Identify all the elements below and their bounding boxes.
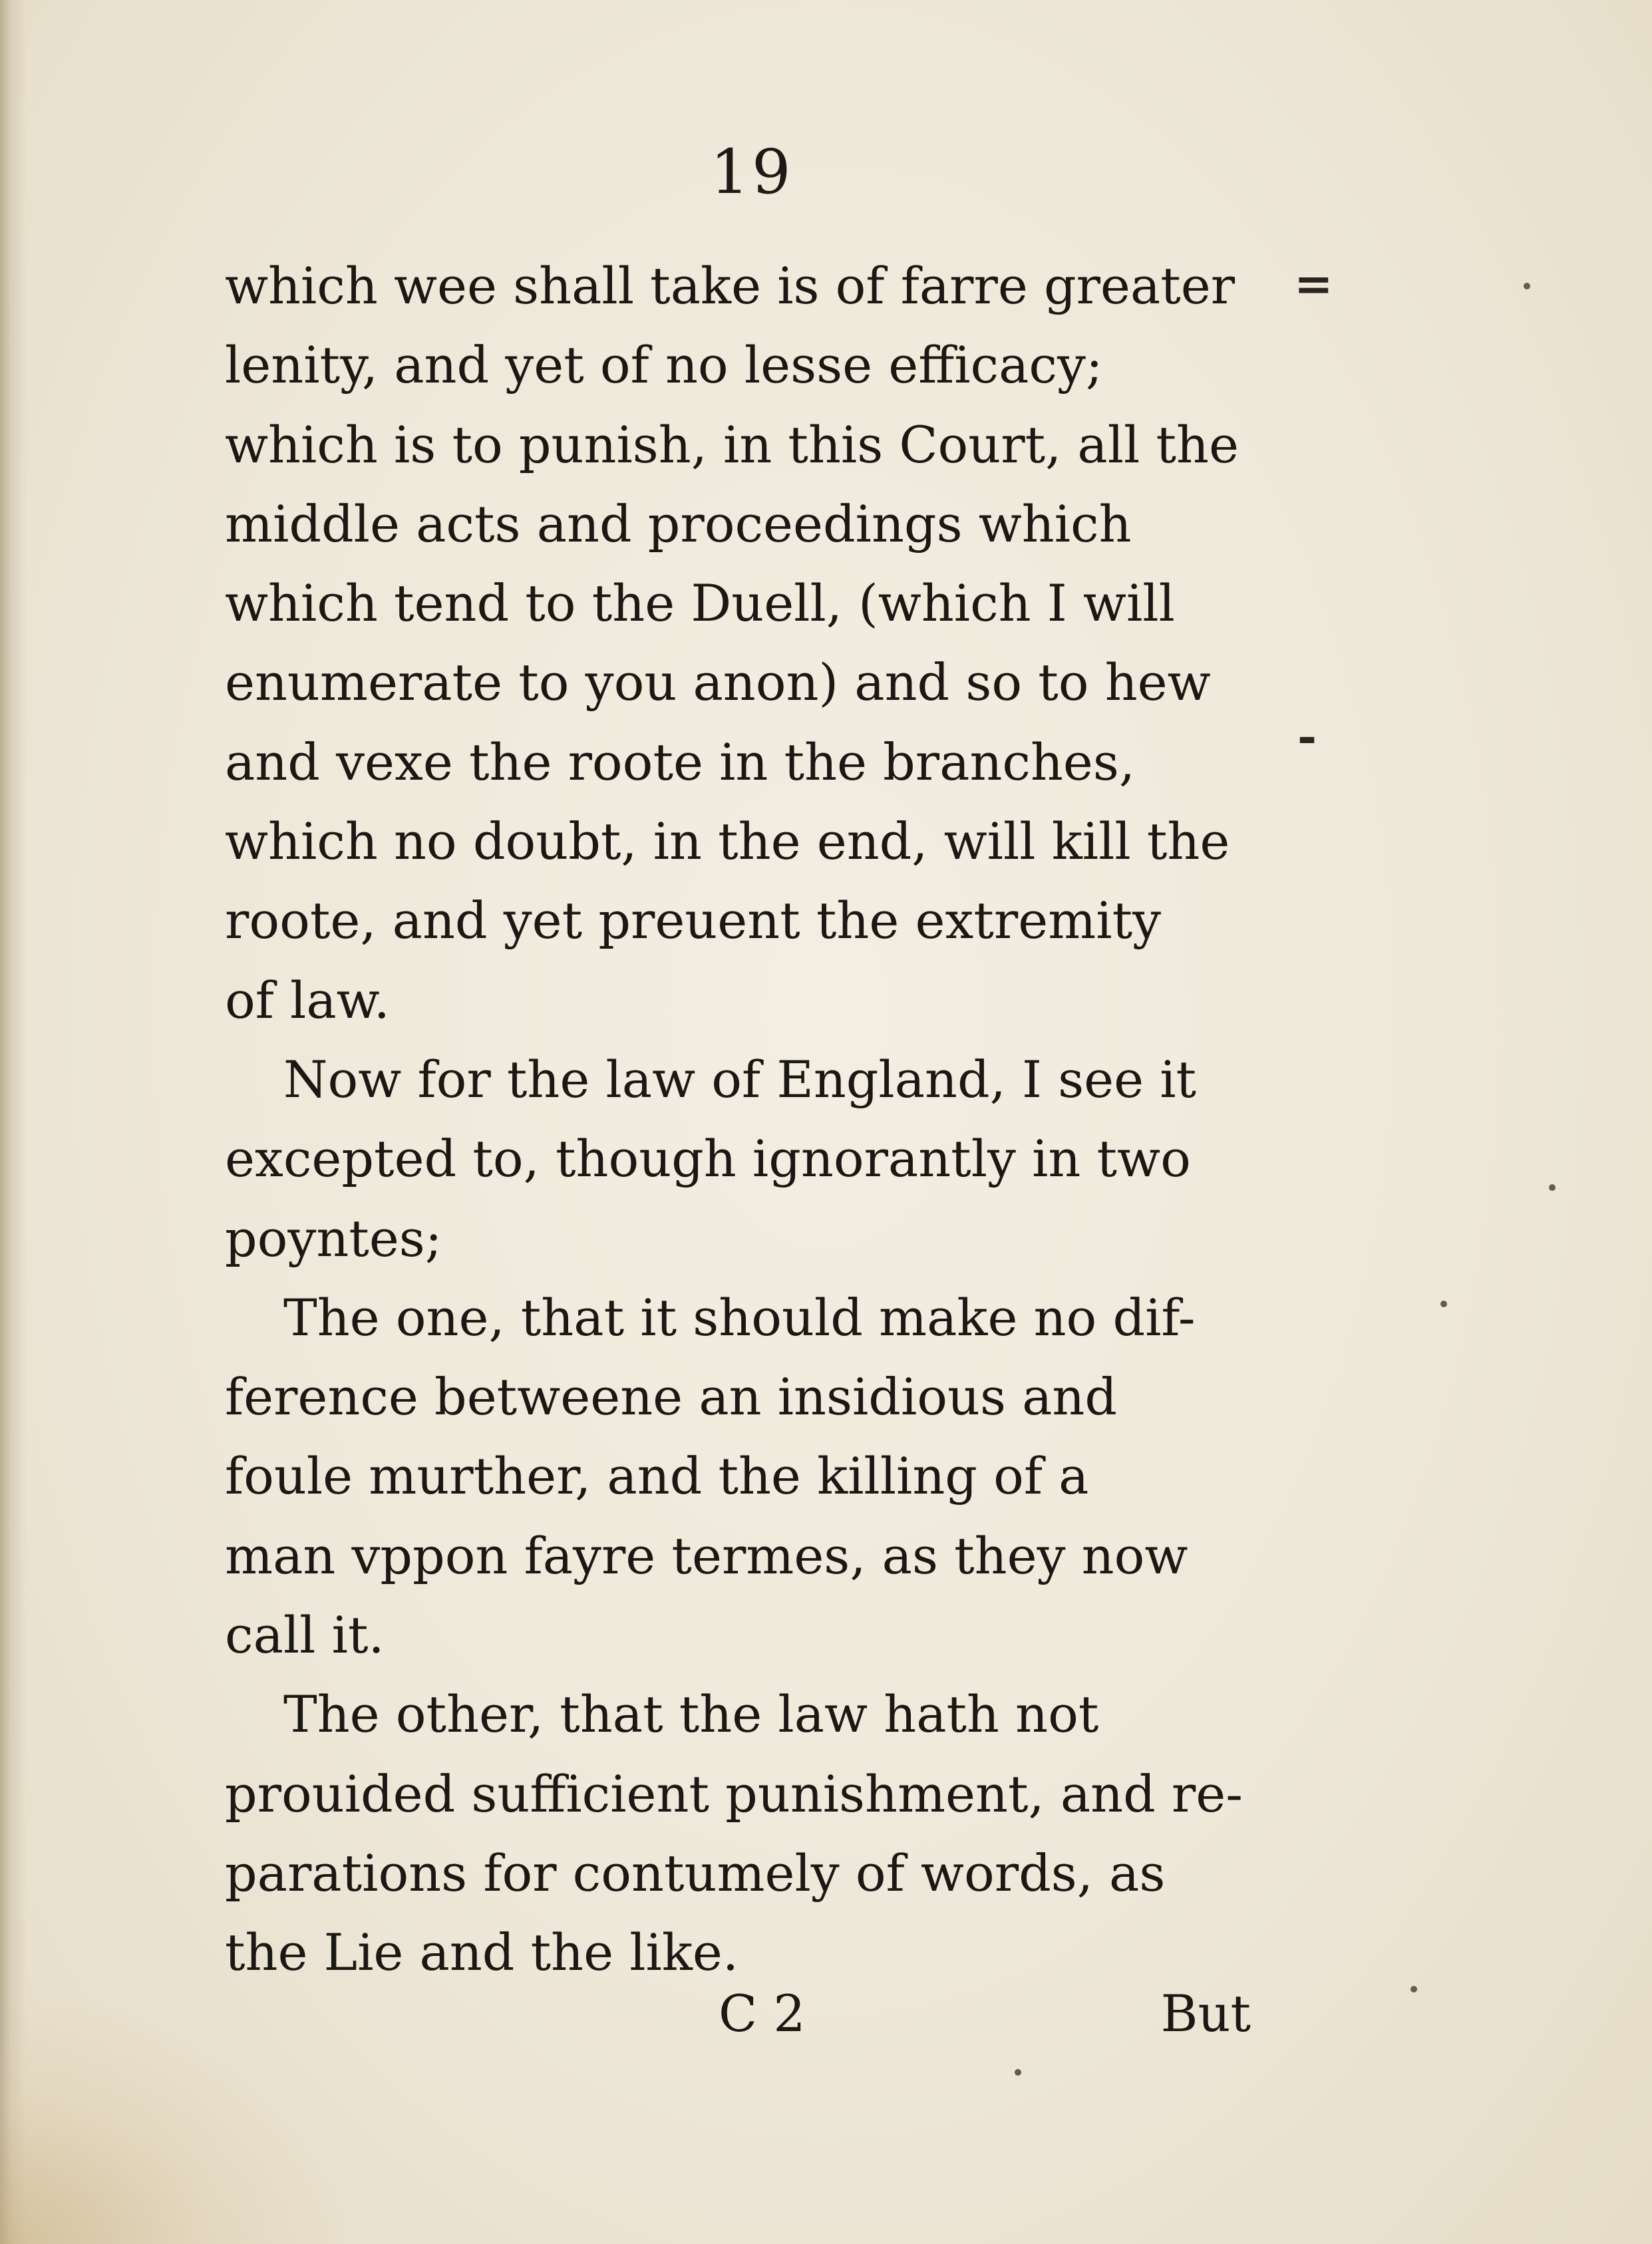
margin-mark-1: = — [1294, 256, 1333, 311]
text-line: ference betweene an insidious and — [225, 1367, 1118, 1427]
ink-speck — [1015, 2069, 1021, 2076]
text-line: and vexe the roote in the branches, — [225, 732, 1136, 792]
page-number: 19 — [710, 136, 794, 208]
text-line: prouided sufficient punishment, and re- — [225, 1764, 1243, 1824]
ink-speck — [1410, 1986, 1417, 1993]
paper-stain — [0, 2004, 346, 2244]
text-line: which is to punish, in this Court, all the — [225, 414, 1239, 474]
catchword: But — [1160, 1984, 1251, 2043]
ink-speck — [1440, 1301, 1447, 1307]
text-line: man vppon fayre termes, as they now — [225, 1525, 1188, 1585]
text-line: the Lie and the like. — [225, 1923, 739, 1983]
page-gutter-shadow — [0, 0, 27, 2244]
text-line: Now for the law of England, I see it — [283, 1049, 1197, 1109]
margin-mark-2: - — [1297, 709, 1317, 764]
text-line: poyntes; — [225, 1208, 442, 1268]
ink-speck — [1549, 1184, 1556, 1191]
catchline — [719, 1984, 1251, 2064]
text-line: enumerate to you anon) and so to hew — [225, 653, 1211, 713]
text-line: which tend to the Duell, (which I will — [225, 573, 1175, 633]
text-line: foule murther, and the killing of a — [225, 1446, 1089, 1506]
ink-speck — [1524, 283, 1530, 289]
signature-mark: C 2 — [719, 1984, 806, 2043]
text-line: which no doubt, in the end, will kill the — [225, 812, 1230, 872]
text-line: The one, that it should make no dif- — [283, 1287, 1196, 1347]
text-line: call it. — [225, 1605, 385, 1665]
text-line: of law. — [225, 970, 390, 1030]
text-line: roote, and yet preuent the extremity — [225, 891, 1162, 951]
text-line: which wee shall take is of farre greater — [225, 256, 1236, 315]
text-line: lenity, and yet of no lesse efficacy; — [225, 335, 1103, 395]
text-line: excepted to, though ignorantly in two — [225, 1129, 1191, 1189]
text-line: middle acts and proceedings which — [225, 494, 1132, 554]
text-line: The other, that the law hath not — [283, 1684, 1099, 1744]
text-line: parations for contumely of words, as — [225, 1843, 1166, 1903]
body-text — [225, 246, 1263, 1993]
